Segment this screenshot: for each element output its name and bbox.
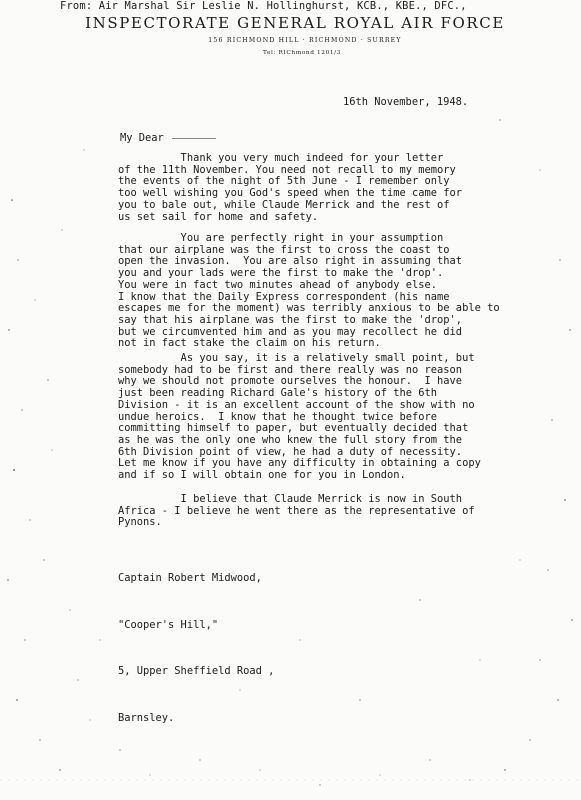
salutation [120, 132, 216, 144]
organisation-address: 156 RICHMOND HILL · RICHMOND · SURREY [208, 37, 402, 44]
paragraph-3: As you say, it is a relatively small point, but somebody had to be first and there really was no reason why we should not promote ourselves the honour. I have just been reading Richard Gale's history of the 6th Division - it is an excellent account of the show with no undue heroics. I know that he thought twice before committing himself to paper, but eventually decided that as he was the only one who knew the full story from the 6th Division point of view, he had a duty of necessity. Let me know if you have any difficulty in obtaining a copy and if so I will obtain one for you in London. [118, 352, 481, 482]
addressee-block [118, 540, 274, 757]
salutation-text: My Dear [120, 132, 164, 144]
paragraph-2: You are perfectly right in your assumption that our airplane was the first to cross the coast to open the invasion. You are also right in assuming that you and your lads were the first to make the 'drop'. You were in fact two minutes ahead of anybody else. I know that the Daily Express correspondent (his name escapes me for the moment) was terribly anxious to be able to say that his airplane was the first to make the 'drop', but we circumvented him and as you may recollect he did not in fact stake the claim on his return. [118, 232, 500, 350]
addressee-line-2: "Cooper's Hill," [118, 618, 219, 631]
addressee-line-4: Barnsley. [118, 711, 175, 724]
redacted-name [172, 137, 216, 139]
organisation-telephone: Tel: RIChmond 1201/3 [263, 50, 341, 56]
letterhead [60, 14, 530, 58]
addressee-line-3: 5, Upper Sheffield Road , [118, 665, 275, 677]
organisation-name: INSPECTORATE GENERAL ROYAL AIR FORCE [85, 14, 505, 32]
addressee-line-1: Captain Robert Midwood, [118, 572, 262, 584]
sender-line: From: Air Marshal Sir Leslie N. Hollinghurst, KCB., KBE., DFC., [60, 0, 467, 12]
letter-date: 16th November, 1948. [343, 96, 469, 108]
paragraph-1: Thank you very much indeed for your letter of the 11th November. You need not recall to my memory the events of the night of 5th June - I remember only too well wishing you God's speed when the time came for you to bale out, while Claude Merrick and the rest of us set sail for home and safety. [118, 152, 463, 223]
paragraph-4: I believe that Claude Merrick is now in South Africa - I believe he went there as the representative of Pynons. [118, 493, 475, 529]
